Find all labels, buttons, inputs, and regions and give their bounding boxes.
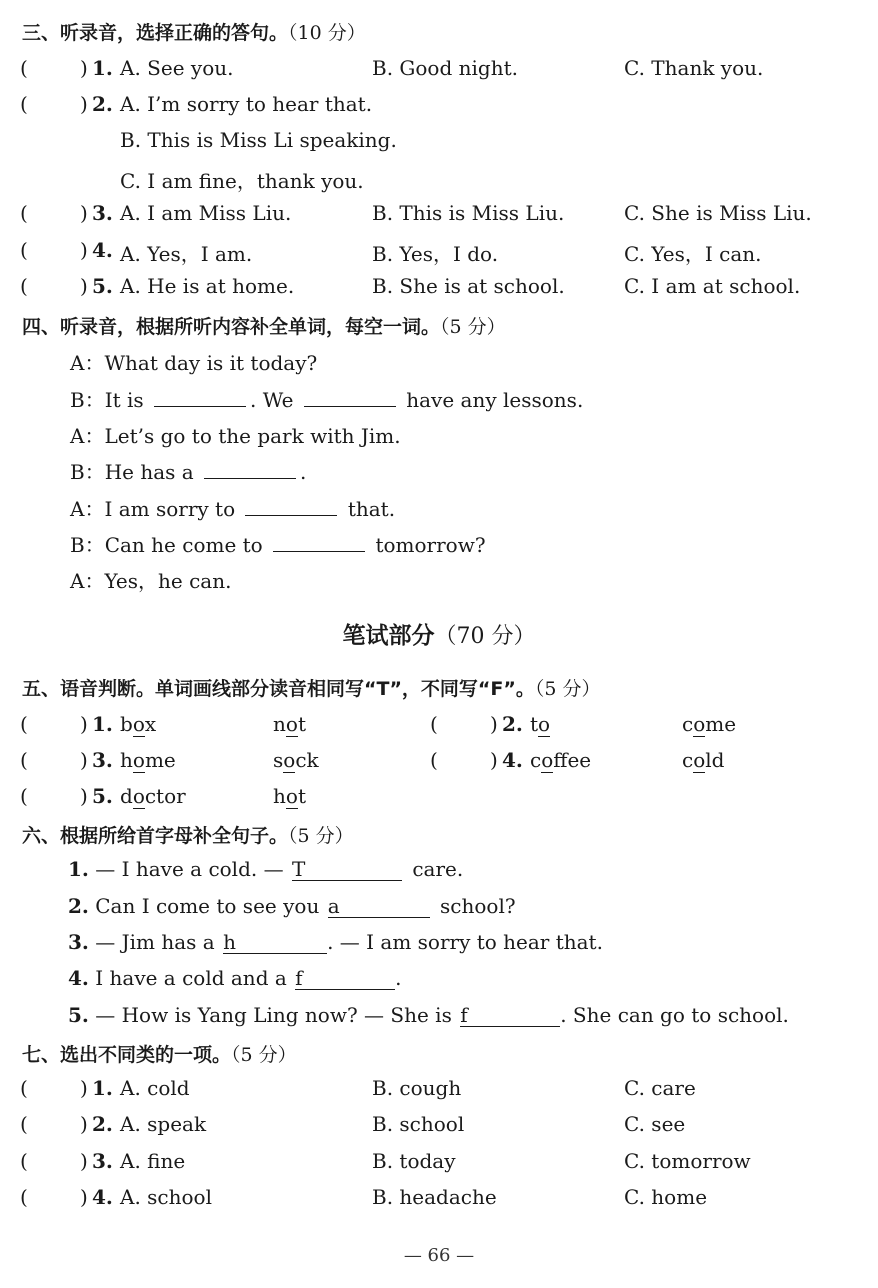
question-number: 3. <box>92 748 113 772</box>
question-number: 3. <box>68 930 89 954</box>
sentence-item <box>68 1003 789 1027</box>
initial-letter: T <box>291 857 306 881</box>
question-number: 2. <box>502 712 523 736</box>
dialogue-text: have any lessons. <box>406 388 584 412</box>
answer-paren-left: ( <box>20 712 28 736</box>
written-points: （70 分） <box>434 624 536 649</box>
sentence-text: . <box>395 966 402 990</box>
fill-blank[interactable] <box>295 967 395 990</box>
dialogue-text: Yes，he can. <box>104 569 232 593</box>
question-number: 5. <box>92 784 113 808</box>
phonics-word: coffee <box>530 748 592 772</box>
section7-points: （5 分） <box>231 1044 297 1066</box>
section3-heading-text: 三、听录音，选择正确的答句。 <box>22 22 289 44</box>
option-a: A. Yes，I am. <box>120 242 253 266</box>
fill-blank[interactable] <box>304 384 396 407</box>
answer-paren-left: ( <box>20 92 28 116</box>
fill-blank[interactable] <box>154 384 246 407</box>
dialogue-text: that. <box>347 497 396 521</box>
speaker-label: A： <box>70 497 105 521</box>
question-number: 1. <box>68 857 89 881</box>
dialogue-text: Can he come to <box>104 533 263 557</box>
dialogue-line <box>70 456 306 485</box>
phonics-word: not <box>273 712 306 736</box>
dialogue-text: I am sorry to <box>104 497 236 521</box>
option-a: A. cold <box>120 1076 190 1100</box>
option-a: A. school <box>120 1185 212 1209</box>
sentence-text: — I have a cold. — <box>95 857 284 881</box>
dialogue-text: . We <box>250 388 294 412</box>
section5-points: （5 分） <box>534 678 601 700</box>
section7-heading-text: 七、选出不同类的一项。 <box>22 1044 232 1066</box>
sentence-text: Can I come to see you <box>95 894 320 918</box>
answer-paren-left: ( <box>20 748 28 772</box>
question-number: 5. <box>68 1003 89 1027</box>
answer-paren-left: ( <box>20 274 28 298</box>
option-b: B. headache <box>372 1185 497 1209</box>
section4-heading-text: 四、听录音，根据所听内容补全单词，每空一词。 <box>22 316 441 338</box>
option-c: C. I am fine，thank you. <box>120 169 364 193</box>
section3-heading <box>22 18 366 45</box>
answer-paren-right: ) <box>80 274 88 298</box>
sentence-item <box>68 857 463 881</box>
answer-paren-left: ( <box>430 712 438 736</box>
section7-heading <box>22 1040 297 1067</box>
phonics-word: come <box>682 712 737 736</box>
phonics-word: sock <box>273 748 319 772</box>
answer-paren-right: ) <box>80 748 88 772</box>
phonics-word: to <box>530 712 551 736</box>
speaker-label: A： <box>70 424 105 448</box>
sentence-text: . She can go to school. <box>560 1003 789 1027</box>
phonics-word: doctor <box>120 784 186 808</box>
option-b: B. This is Miss Liu. <box>372 201 565 225</box>
answer-paren-right: ) <box>80 201 88 225</box>
phonics-word: cold <box>682 748 725 772</box>
sentence-item <box>68 966 402 990</box>
dialogue-text: Let’s go to the park with Jim. <box>104 424 401 448</box>
answer-paren-right: ) <box>80 238 88 262</box>
question-number: 1. <box>92 712 113 736</box>
section4-points: （5 分） <box>440 316 506 338</box>
option-a: A. fine <box>120 1149 186 1173</box>
phonics-word: box <box>120 712 157 736</box>
question-number: 1. <box>92 56 113 80</box>
answer-paren-right: ) <box>80 784 88 808</box>
question-number: 4. <box>92 1185 113 1209</box>
section4-heading <box>22 312 506 339</box>
sentence-text: care. <box>412 857 464 881</box>
answer-paren-left: ( <box>20 1149 28 1173</box>
section5-heading <box>22 674 601 701</box>
sentence-item <box>68 930 603 954</box>
speaker-label: B： <box>70 388 105 412</box>
fill-blank[interactable] <box>245 493 337 516</box>
answer-paren-right: ) <box>490 748 498 772</box>
sentence-text: — How is Yang Ling now? — She is <box>95 1003 452 1027</box>
question-number: 2. <box>68 894 89 918</box>
answer-paren-left: ( <box>430 748 438 772</box>
option-c: C. see <box>624 1112 686 1136</box>
option-c: C. home <box>624 1185 708 1209</box>
answer-paren-right: ) <box>80 1076 88 1100</box>
answer-paren-left: ( <box>20 56 28 80</box>
option-a: A. speak <box>120 1112 207 1136</box>
initial-letter: f <box>460 1003 468 1027</box>
section6-heading <box>22 821 354 848</box>
option-c: C. tomorrow <box>624 1149 751 1173</box>
question-number: 3. <box>92 201 113 225</box>
answer-paren-left: ( <box>20 201 28 225</box>
option-a: A. See you. <box>120 56 234 80</box>
fill-blank[interactable] <box>328 895 430 918</box>
section6-points: （5 分） <box>288 825 354 847</box>
sentence-text: . — I am sorry to hear that. <box>327 930 603 954</box>
dialogue-line <box>70 420 401 449</box>
sentence-text: — Jim has a <box>95 930 215 954</box>
dialogue-text: . <box>300 460 307 484</box>
option-a: A. He is at home. <box>120 274 295 298</box>
answer-paren-right: ) <box>80 1185 88 1209</box>
answer-paren-right: ) <box>80 56 88 80</box>
question-number: 4. <box>502 748 523 772</box>
dialogue-text: It is <box>104 388 144 412</box>
option-b: B. This is Miss Li speaking. <box>120 128 397 152</box>
answer-paren-left: ( <box>20 1112 28 1136</box>
fill-blank[interactable] <box>460 1004 560 1027</box>
speaker-label: A： <box>70 569 105 593</box>
answer-paren-left: ( <box>20 238 28 262</box>
option-c: C. She is Miss Liu. <box>624 201 812 225</box>
fill-blank[interactable] <box>204 456 296 479</box>
section3-points: （10 分） <box>288 22 366 44</box>
answer-paren-right: ) <box>80 1112 88 1136</box>
sentence-text: I have a cold and a <box>95 966 287 990</box>
option-a: A. I am Miss Liu. <box>120 201 292 225</box>
dialogue-line <box>70 347 317 376</box>
section5-heading-text: 五、语音判断。单词画线部分读音相同写“T”，不同写“F”。 <box>22 678 535 700</box>
dialogue-text: He has a <box>104 460 194 484</box>
fill-blank[interactable] <box>273 529 365 552</box>
section6-heading-text: 六、根据所给首字母补全句子。 <box>22 825 289 847</box>
fill-blank[interactable] <box>292 858 402 881</box>
fill-blank[interactable] <box>223 931 327 954</box>
option-b: B. Good night. <box>372 56 518 80</box>
dialogue-line <box>70 384 583 413</box>
option-b: B. cough <box>372 1076 462 1100</box>
initial-letter: f <box>295 966 303 990</box>
answer-paren-right: ) <box>80 712 88 736</box>
option-b: B. school <box>372 1112 465 1136</box>
option-b: B. today <box>372 1149 456 1173</box>
answer-paren-right: ) <box>80 1149 88 1173</box>
sentence-text: school? <box>440 894 516 918</box>
answer-paren-left: ( <box>20 1076 28 1100</box>
dialogue-line <box>70 529 486 558</box>
option-c: C. I am at school. <box>624 274 801 298</box>
option-c: C. Yes，I can. <box>624 242 762 266</box>
dialogue-text: tomorrow? <box>375 533 486 557</box>
initial-letter: a <box>327 894 340 918</box>
written-part-title <box>0 617 878 650</box>
speaker-label: A： <box>70 351 105 375</box>
question-number: 4. <box>92 238 113 262</box>
dialogue-line <box>70 493 395 522</box>
answer-paren-left: ( <box>20 784 28 808</box>
option-c: C. care <box>624 1076 696 1100</box>
phonics-word: home <box>120 748 176 772</box>
option-b: B. She is at school. <box>372 274 565 298</box>
question-number: 1. <box>92 1076 113 1100</box>
sentence-item <box>68 894 516 918</box>
written-title-text: 笔试部分 <box>342 623 435 649</box>
initial-letter: h <box>223 930 236 954</box>
option-b: B. Yes，I do. <box>372 242 499 266</box>
dialogue-line <box>70 565 231 594</box>
speaker-label: B： <box>70 460 105 484</box>
question-number: 4. <box>68 966 89 990</box>
answer-paren-right: ) <box>80 92 88 116</box>
question-number: 2. <box>92 1112 113 1136</box>
phonics-word: hot <box>273 784 306 808</box>
option-c: C. Thank you. <box>624 56 764 80</box>
question-number: 3. <box>92 1149 113 1173</box>
answer-paren-left: ( <box>20 1185 28 1209</box>
option-a: A. I’m sorry to hear that. <box>120 92 373 116</box>
question-number: 2. <box>92 92 113 116</box>
answer-paren-right: ) <box>490 712 498 736</box>
dialogue-text: What day is it today? <box>104 351 318 375</box>
question-number: 5. <box>92 274 113 298</box>
speaker-label: B： <box>70 533 105 557</box>
page-number: — 66 — <box>403 1245 475 1266</box>
